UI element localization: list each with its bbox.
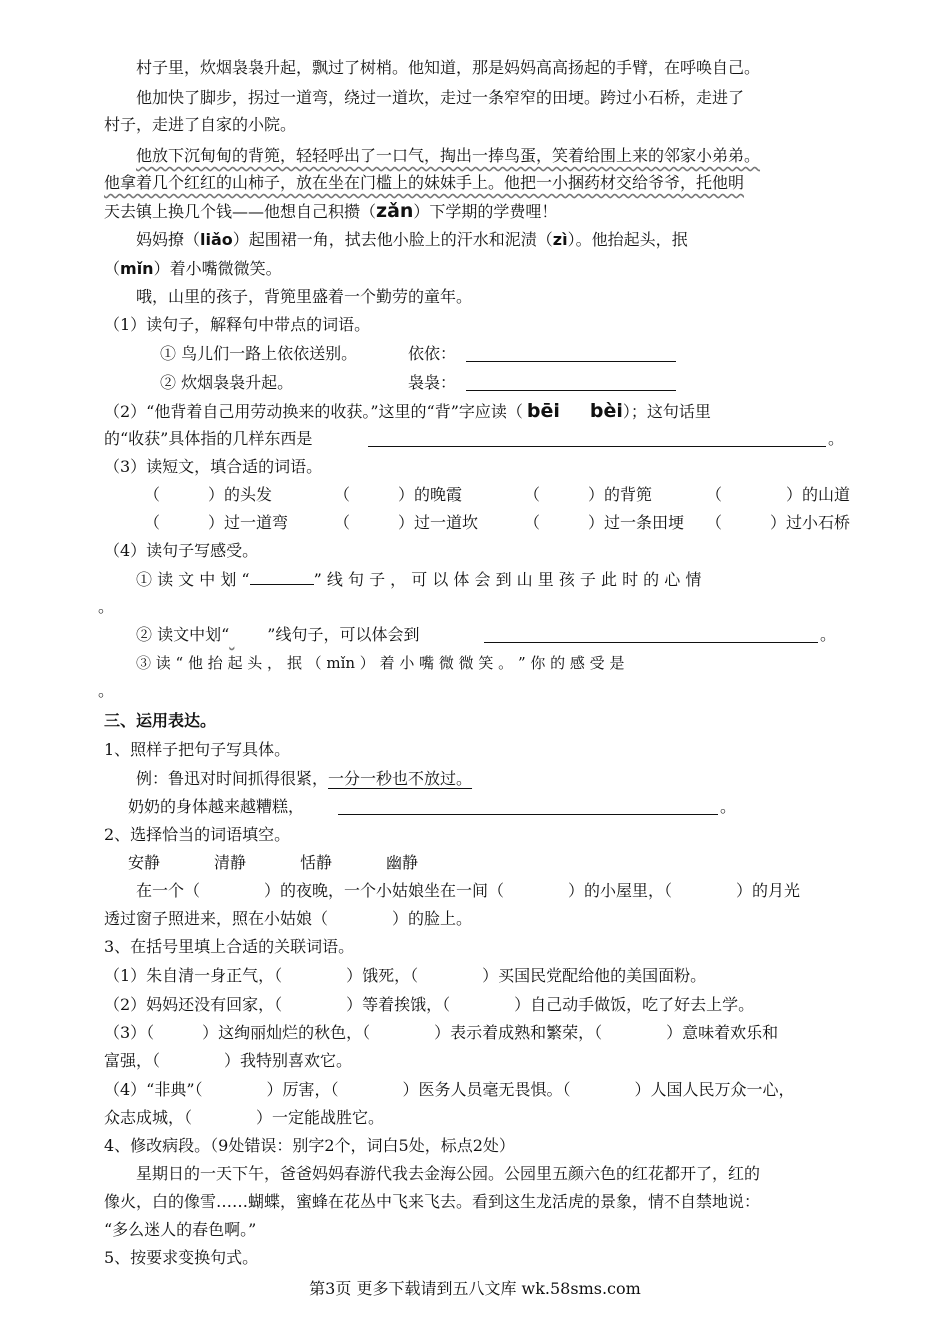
period: 。 [720,797,737,816]
task-4-line-3: “多么迷人的春色啊。” [104,1220,257,1239]
task-2-line-2[interactable]: 透过窗子照进来，照在小姑娘（ ）的脸上。 [104,909,473,928]
q3-row2-item-4[interactable]: （ ）过小石桥 [706,513,851,532]
answer-line-harvest[interactable] [368,428,826,447]
pinyin-zi: zì [552,230,568,249]
task-1-example [136,767,472,791]
task-4-title: 4、修改病段。（9处错误：别字2个，词白5处，标点2处） [104,1136,515,1155]
word-option-4: 幽静 [386,853,419,872]
passage-line-6 [104,199,557,224]
task-4-line-1: 星期日的一天下午，爸爸妈妈春游代我去金海公园。公园里五颜六色的红花都开了，红的 [136,1164,761,1183]
passage-text: （ [104,259,121,278]
pinyin-zan: zǎn [376,200,414,222]
question-1-item-b: ② 炊烟袅袅升起。 [160,373,294,392]
passage-line-7 [136,228,688,252]
question-4-item-b [136,623,419,647]
word-option-2: 清静 [214,853,247,872]
passage-text: ）下学期的学费哩！ [413,202,558,221]
task-3-item-4a[interactable]: （4）“非典”（ ）厉害，（ ）医务人员毫无畏惧。（ ）人国人民万众一心， [104,1080,795,1099]
word-option-1: 安静 [128,853,161,872]
passage-text: ）着小嘴微微笑。 [153,259,282,278]
period: 。 [820,625,837,644]
pinyin-min: mǐn [120,259,154,278]
question-3-title: （3）读短文，填合适的词语。 [104,457,323,476]
pinyin-option-bei4[interactable]: bèi [589,400,623,422]
question-2-line-1 [104,399,711,424]
pinyin-option-bei1[interactable]: bēi [526,400,560,422]
task-1-question: 奶奶的身体越来越糟糕， [128,797,305,816]
q3-row1-item-2[interactable]: （ ）的晚霞 [334,485,463,504]
section-3-heading: 三、运用表达。 [104,711,217,730]
question-text: ① 读 文 中 划 “ [136,570,250,589]
task-3-item-3a[interactable]: （3）（ ）这绚丽灿烂的秋色，（ ）表示着成熟和繁荣，（ ）意味着欢乐和 [104,1023,779,1042]
period: 。 [98,597,115,616]
q3-row1-item-4[interactable]: （ ）的山道 [706,485,851,504]
passage-text: ）起围裙一角，拭去他小脸上的汗水和泥渍（ [232,230,553,249]
passage-text: 天去镇上换几个钱——他想自己积攒（ [104,202,377,221]
passage-line-1: 村子里，炊烟袅袅升起，飘过了树梢。他知道，那是妈妈高高扬起的手臂，在呼唤自己。 [136,58,761,77]
answer-blank[interactable] [250,568,314,585]
question-text: 的“收获”具体指的几样东西是 [104,429,313,448]
question-text: ” 线 句 子 ， 可 以 体 会 到 山 里 孩 子 此 时 的 心 情 [313,570,702,589]
answer-line-grandma[interactable] [338,796,718,815]
question-text: ）；这句话里 [622,402,711,421]
period: 。 [98,681,115,700]
word-option-3: 恬静 [300,853,333,872]
question-4-item-c: ③ 读 “ 他 抬 起 头 ， 抿 （ mǐn ） 着 小 嘴 微 微 笑 。 ” 你 的 感 受 是 [136,654,625,672]
task-3-item-3b[interactable]: 富强，（ ）我特别喜欢它。 [104,1051,353,1070]
example-text: 例：鲁迅对时间抓得很紧， [136,769,329,788]
passage-line-4: 他放下沉甸甸的背篼，轻轻呼出了一口气，掏出一捧鸟蛋，笑着给围上来的邻家小弟弟。 [136,146,761,165]
question-1-word-a: 依依： [408,344,457,363]
question-4-item-a [136,568,701,592]
pinyin-liao: liǎo [200,230,233,249]
q3-row2-item-2[interactable]: （ ）过一道坎 [334,513,479,532]
question-4-title: （4）读句子写感受。 [104,541,259,560]
task-3-item-1[interactable]: （1）朱自清一身正气，（ ）饿死，（ ）买国民党配给他的美国面粉。 [104,966,707,985]
task-3-item-4b[interactable]: 众志成城，（ ）一定能战胜它。 [104,1108,385,1127]
task-5-title: 5、按要求变换句式。 [104,1248,259,1267]
task-2-line-1[interactable]: 在一个（ ）的夜晚，一个小姑娘坐在一间（ ）的小屋里，（ ）的月光 [136,881,801,900]
wavy-line-sample [229,623,267,647]
passage-line-8 [104,257,282,281]
question-1-word-b: 袅袅： [408,373,457,392]
question-text: （2）“他背着自己用劳动换来的收获。”这里的“背”字应读（ [104,402,523,421]
q3-row2-item-1[interactable]: （ ）过一道弯 [144,513,289,532]
answer-line-niaoniao[interactable] [466,372,676,391]
question-2-line-2 [104,427,312,451]
q3-row1-item-1[interactable]: （ ）的头发 [144,485,273,504]
wavy-underlined-sentence: 他拿着几个红红的山柿子，放在坐在门槛上的妹妹手上。他把一小捆药材交给爷爷，托他明 [104,173,745,192]
task-2-title: 2、选择恰当的词语填空。 [104,825,291,844]
passage-text: ）。他抬起头，抿 [567,230,688,249]
question-1-item-a: ① 鸟儿们一路上依依送别。 [160,344,358,363]
page-footer: 第3页 更多下载请到五八文库 wk.58sms.com [309,1279,641,1298]
q3-row1-item-3[interactable]: （ ）的背篼 [524,485,653,504]
task-3-title: 3、在括号里填上合适的关联词语。 [104,937,355,956]
passage-line-5 [104,171,744,195]
passage-line-9: 哦，山里的孩子，背篼里盛着一个勤劳的童年。 [136,287,473,306]
question-1-title: （1）读句子，解释句中带点的词语。 [104,315,371,334]
task-3-item-2[interactable]: （2）妈妈还没有回家，（ ）等着挨饿，（ ）自己动手做饭，吃了好去上学。 [104,995,755,1014]
passage-text: 妈妈撩（ [136,230,201,249]
passage-line-3: 村子，走进了自家的小院。 [104,115,297,134]
task-1-title: 1、照样子把句子写具体。 [104,740,291,759]
task-4-line-2: 像火，白的像雪……蝴蝶，蜜蜂在花丛中飞来飞去。看到这生龙活虎的景象，情不自禁地说： [104,1192,761,1211]
q3-row2-item-3[interactable]: （ ）过一条田埂 [524,513,685,532]
period: 。 [828,429,845,448]
answer-line-yiyi[interactable] [466,343,676,362]
passage-line-2: 他加快了脚步，拐过一道弯，绕过一道坎，走过一条窄窄的田埂。跨过小石桥，走进了 [136,88,745,107]
question-text: ② 读文中划“ [136,625,230,644]
answer-line-feeling[interactable] [484,624,818,643]
question-text: ”线句子，可以体会到 [267,625,420,644]
example-underlined: 一分一秒也不放过。 [328,769,473,788]
